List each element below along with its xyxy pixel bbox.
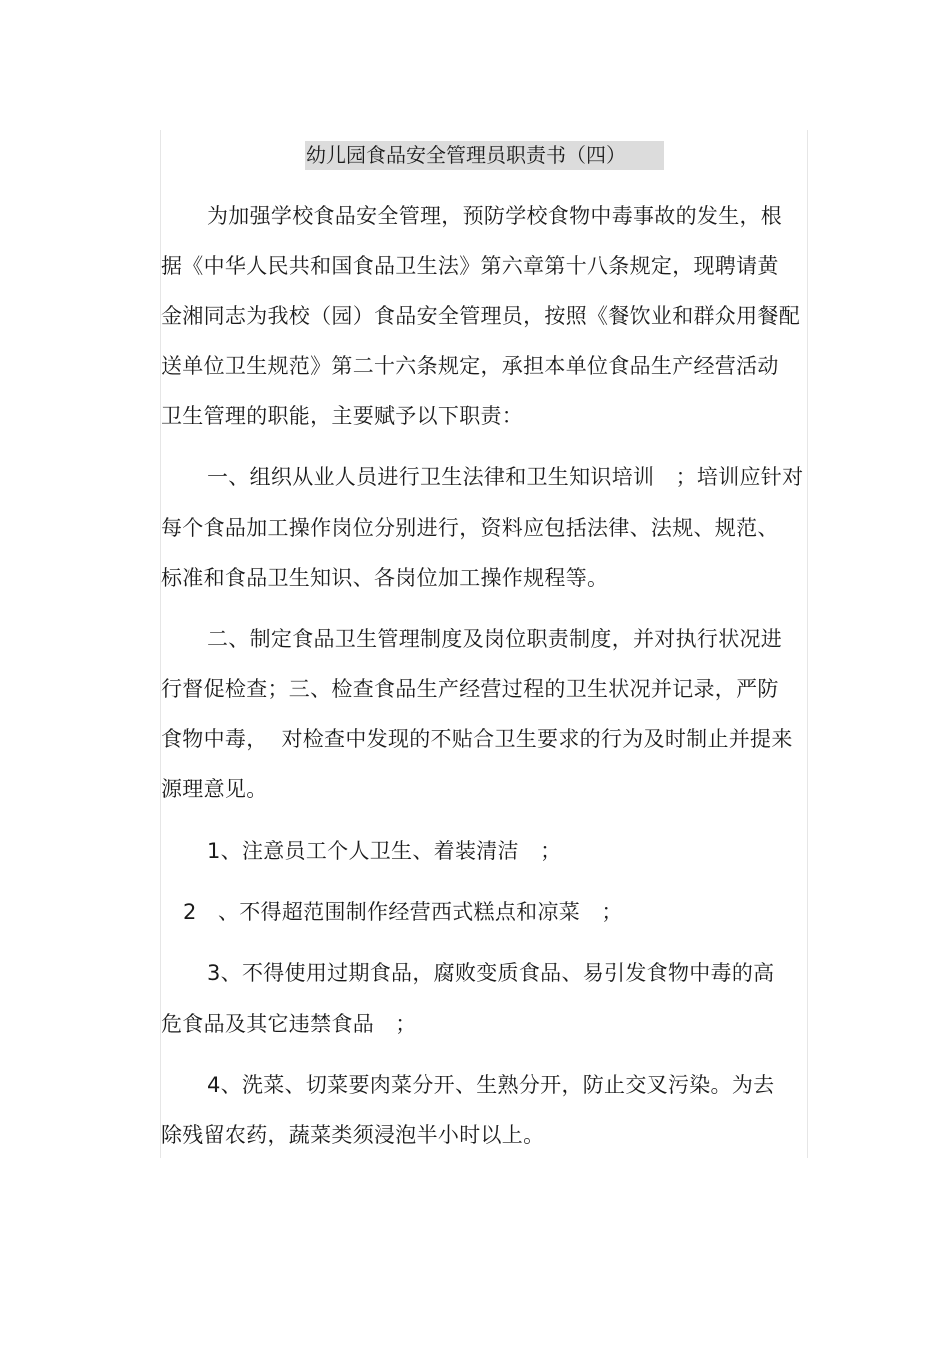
document-title: 幼儿园食品安全管理员职责书（四）	[305, 141, 664, 170]
text-line: 2 、不得超范围制作经营西式糕点和凉菜 ；	[183, 900, 623, 924]
text-line: 送单位卫生规范》第二十六条规定，承担本单位食品生产经营活动	[161, 354, 779, 378]
text-line: 行督促检查；三、检查食品生产经营过程的卫生状况并记录，严防	[161, 677, 779, 701]
text-line: 危食品及其它违禁食品 ；	[161, 1012, 417, 1036]
text-line: 标准和食品卫生知识、各岗位加工操作规程等。	[161, 566, 609, 590]
text-line: 4、洗菜、切菜要肉菜分开、生熟分开，防止交叉污染。为去	[207, 1073, 775, 1097]
text-line: 据《中华人民共和国食品卫生法》第六章第十八条规定，现聘请黄	[161, 254, 779, 278]
text-line: 除残留农药，蔬菜类须浸泡半小时以上。	[161, 1123, 545, 1147]
text-line: 源理意见。	[161, 777, 268, 801]
text-line: 一、组织从业人员进行卫生法律和卫生知识培训 ；培训应针对	[207, 465, 804, 489]
text-line: 每个食品加工操作岗位分别进行，资料应包括法律、法规、规范、	[161, 516, 779, 540]
text-line: 为加强学校食品安全管理，预防学校食物中毒事故的发生，根	[207, 204, 783, 228]
text-line: 卫生管理的职能，主要赋予以下职责：	[161, 404, 524, 428]
text-line: 金湘同志为我校（园）食品安全管理员，按照《餐饮业和群众用餐配	[161, 304, 800, 328]
text-line: 3、不得使用过期食品，腐败变质食品、易引发食物中毒的高	[207, 961, 775, 985]
text-line: 食物中毒， 对检查中发现的不贴合卫生要求的行为及时制止并提来	[161, 727, 793, 751]
text-line: 1、注意员工个人卫生、着装清洁 ；	[207, 839, 562, 863]
text-line: 二、制定食品卫生管理制度及岗位职责制度，并对执行状况进	[207, 627, 783, 651]
